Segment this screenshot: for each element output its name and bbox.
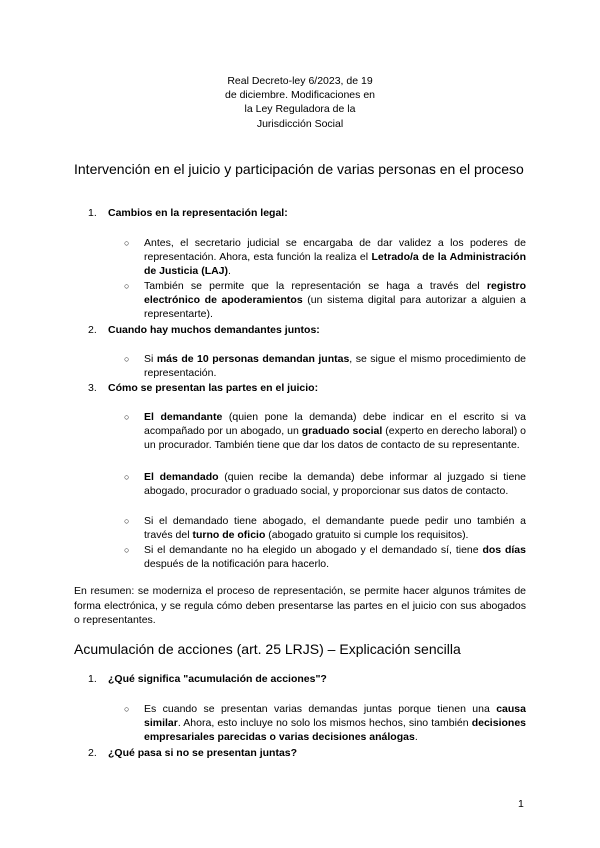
bullet-text xyxy=(144,279,526,322)
bullet-text xyxy=(144,470,526,498)
numbered-item xyxy=(88,747,297,759)
title-line: la Ley Reguladora de la xyxy=(244,103,356,116)
title-line: de diciembre. Modificaciones en xyxy=(225,89,375,102)
text-run: Si el demandante no ha elegido un abogado y el demandado sí, tiene xyxy=(144,544,483,556)
hollow-circle-bullet-icon: ○ xyxy=(124,238,130,248)
section-heading-intervencion: Intervención en el juicio y participación de varias personas en el proceso xyxy=(74,161,524,177)
item-number: 1. xyxy=(88,673,97,685)
bold-text: El demandado xyxy=(144,471,219,483)
section-heading-acumulacion: Acumulación de acciones (art. 25 LRJS) – Explicación sencilla xyxy=(74,641,461,657)
item-title: ¿Qué pasa si no se presentan juntas? xyxy=(108,747,298,759)
item-title: Cambios en la representación legal: xyxy=(108,207,288,219)
title-line: Jurisdicción Social xyxy=(256,117,344,130)
text-run: (quien pone la demanda) debe indicar en el escrito si va acompañado por un abogado, un xyxy=(144,411,527,438)
bold-text: causa similar xyxy=(144,703,526,730)
item-title: Cómo se presentan las partes en el juicio: xyxy=(108,382,319,394)
bullet-text xyxy=(144,236,526,279)
text-run: después de la notificación para hacerlo. xyxy=(144,558,330,571)
text-run: (experto en derecho laboral) o un procurador. También tiene que dar los datos de contacto de su representante. xyxy=(144,425,526,452)
bullet-text xyxy=(144,410,526,453)
text-run: (abogado gratuito si cumple los requisitos). xyxy=(265,529,469,542)
bold-text: turno de oficio xyxy=(192,529,266,542)
numbered-item xyxy=(88,673,327,685)
bullet-text xyxy=(144,543,526,571)
text-run: (un sistema digital para autorizar a alguien a representarte). xyxy=(144,294,526,321)
document-title xyxy=(0,74,600,131)
item-number: 1. xyxy=(88,207,97,219)
hollow-circle-bullet-icon: ○ xyxy=(124,281,130,291)
summary-paragraph: En resumen: se moderniza el proceso de representación, se permite hacer algunos trámites de forma electrónica, y se regula cómo deben presentarse las partes en el juicio con sus abogados o representantes. xyxy=(74,585,526,626)
text-run: Si xyxy=(144,353,157,365)
hollow-circle-bullet-icon: ○ xyxy=(124,354,130,364)
text-run: Es cuando se presentan varias demandas juntas porque tienen una xyxy=(144,703,497,715)
bold-text: El demandante xyxy=(144,411,223,423)
text-run: También se permite que la representación se haga a través del xyxy=(144,280,487,292)
numbered-item xyxy=(88,382,318,394)
item-number: 2. xyxy=(88,747,97,759)
bold-text: Letrado/a de la Administración de Justicia (LAJ) xyxy=(144,251,526,278)
hollow-circle-bullet-icon: ○ xyxy=(124,472,130,482)
item-number: 2. xyxy=(88,324,97,336)
numbered-item xyxy=(88,324,320,336)
text-run: . Ahora, esto incluye no solo los mismos hechos, sino también xyxy=(177,717,472,730)
item-title: ¿Qué significa "acumulación de acciones"? xyxy=(108,673,327,685)
text-run: , se sigue el mismo procedimiento de representación. xyxy=(144,353,526,380)
bold-text: registro electrónico de apoderamientos xyxy=(144,280,526,307)
hollow-circle-bullet-icon: ○ xyxy=(124,704,130,714)
text-run: Si el demandado tiene abogado, el demandante puede pedir uno también a través del xyxy=(144,515,526,542)
bold-text: graduado social xyxy=(301,425,383,438)
hollow-circle-bullet-icon: ○ xyxy=(124,516,130,526)
text-run: . xyxy=(228,265,231,278)
text-run: (quien recibe la demanda) debe informar al juzgado si tiene abogado, procurador o graduado social, y proporcionar sus datos de contacto. xyxy=(144,471,527,498)
text-run: . xyxy=(414,731,418,744)
item-title: Cuando hay muchos demandantes juntos: xyxy=(108,324,320,336)
title-line: Real Decreto-ley 6/2023, de 19 xyxy=(227,75,373,87)
item-number: 3. xyxy=(88,382,97,394)
hollow-circle-bullet-icon: ○ xyxy=(124,412,130,422)
bold-text: dos días xyxy=(482,544,526,556)
bold-text: decisiones empresariales parecidas o varias decisiones análogas xyxy=(144,717,526,744)
bullet-text xyxy=(144,352,526,380)
text-run: Antes, el secretario judicial se encargaba de dar validez a los poderes de representación. Ahora, esta función la realiza el xyxy=(144,237,526,264)
bold-text: más de 10 personas demandan juntas xyxy=(156,353,350,365)
numbered-item xyxy=(88,207,288,219)
bullet-text xyxy=(144,514,526,542)
hollow-circle-bullet-icon: ○ xyxy=(124,545,130,555)
page-number: 1 xyxy=(518,798,524,810)
bullet-text xyxy=(144,702,526,745)
